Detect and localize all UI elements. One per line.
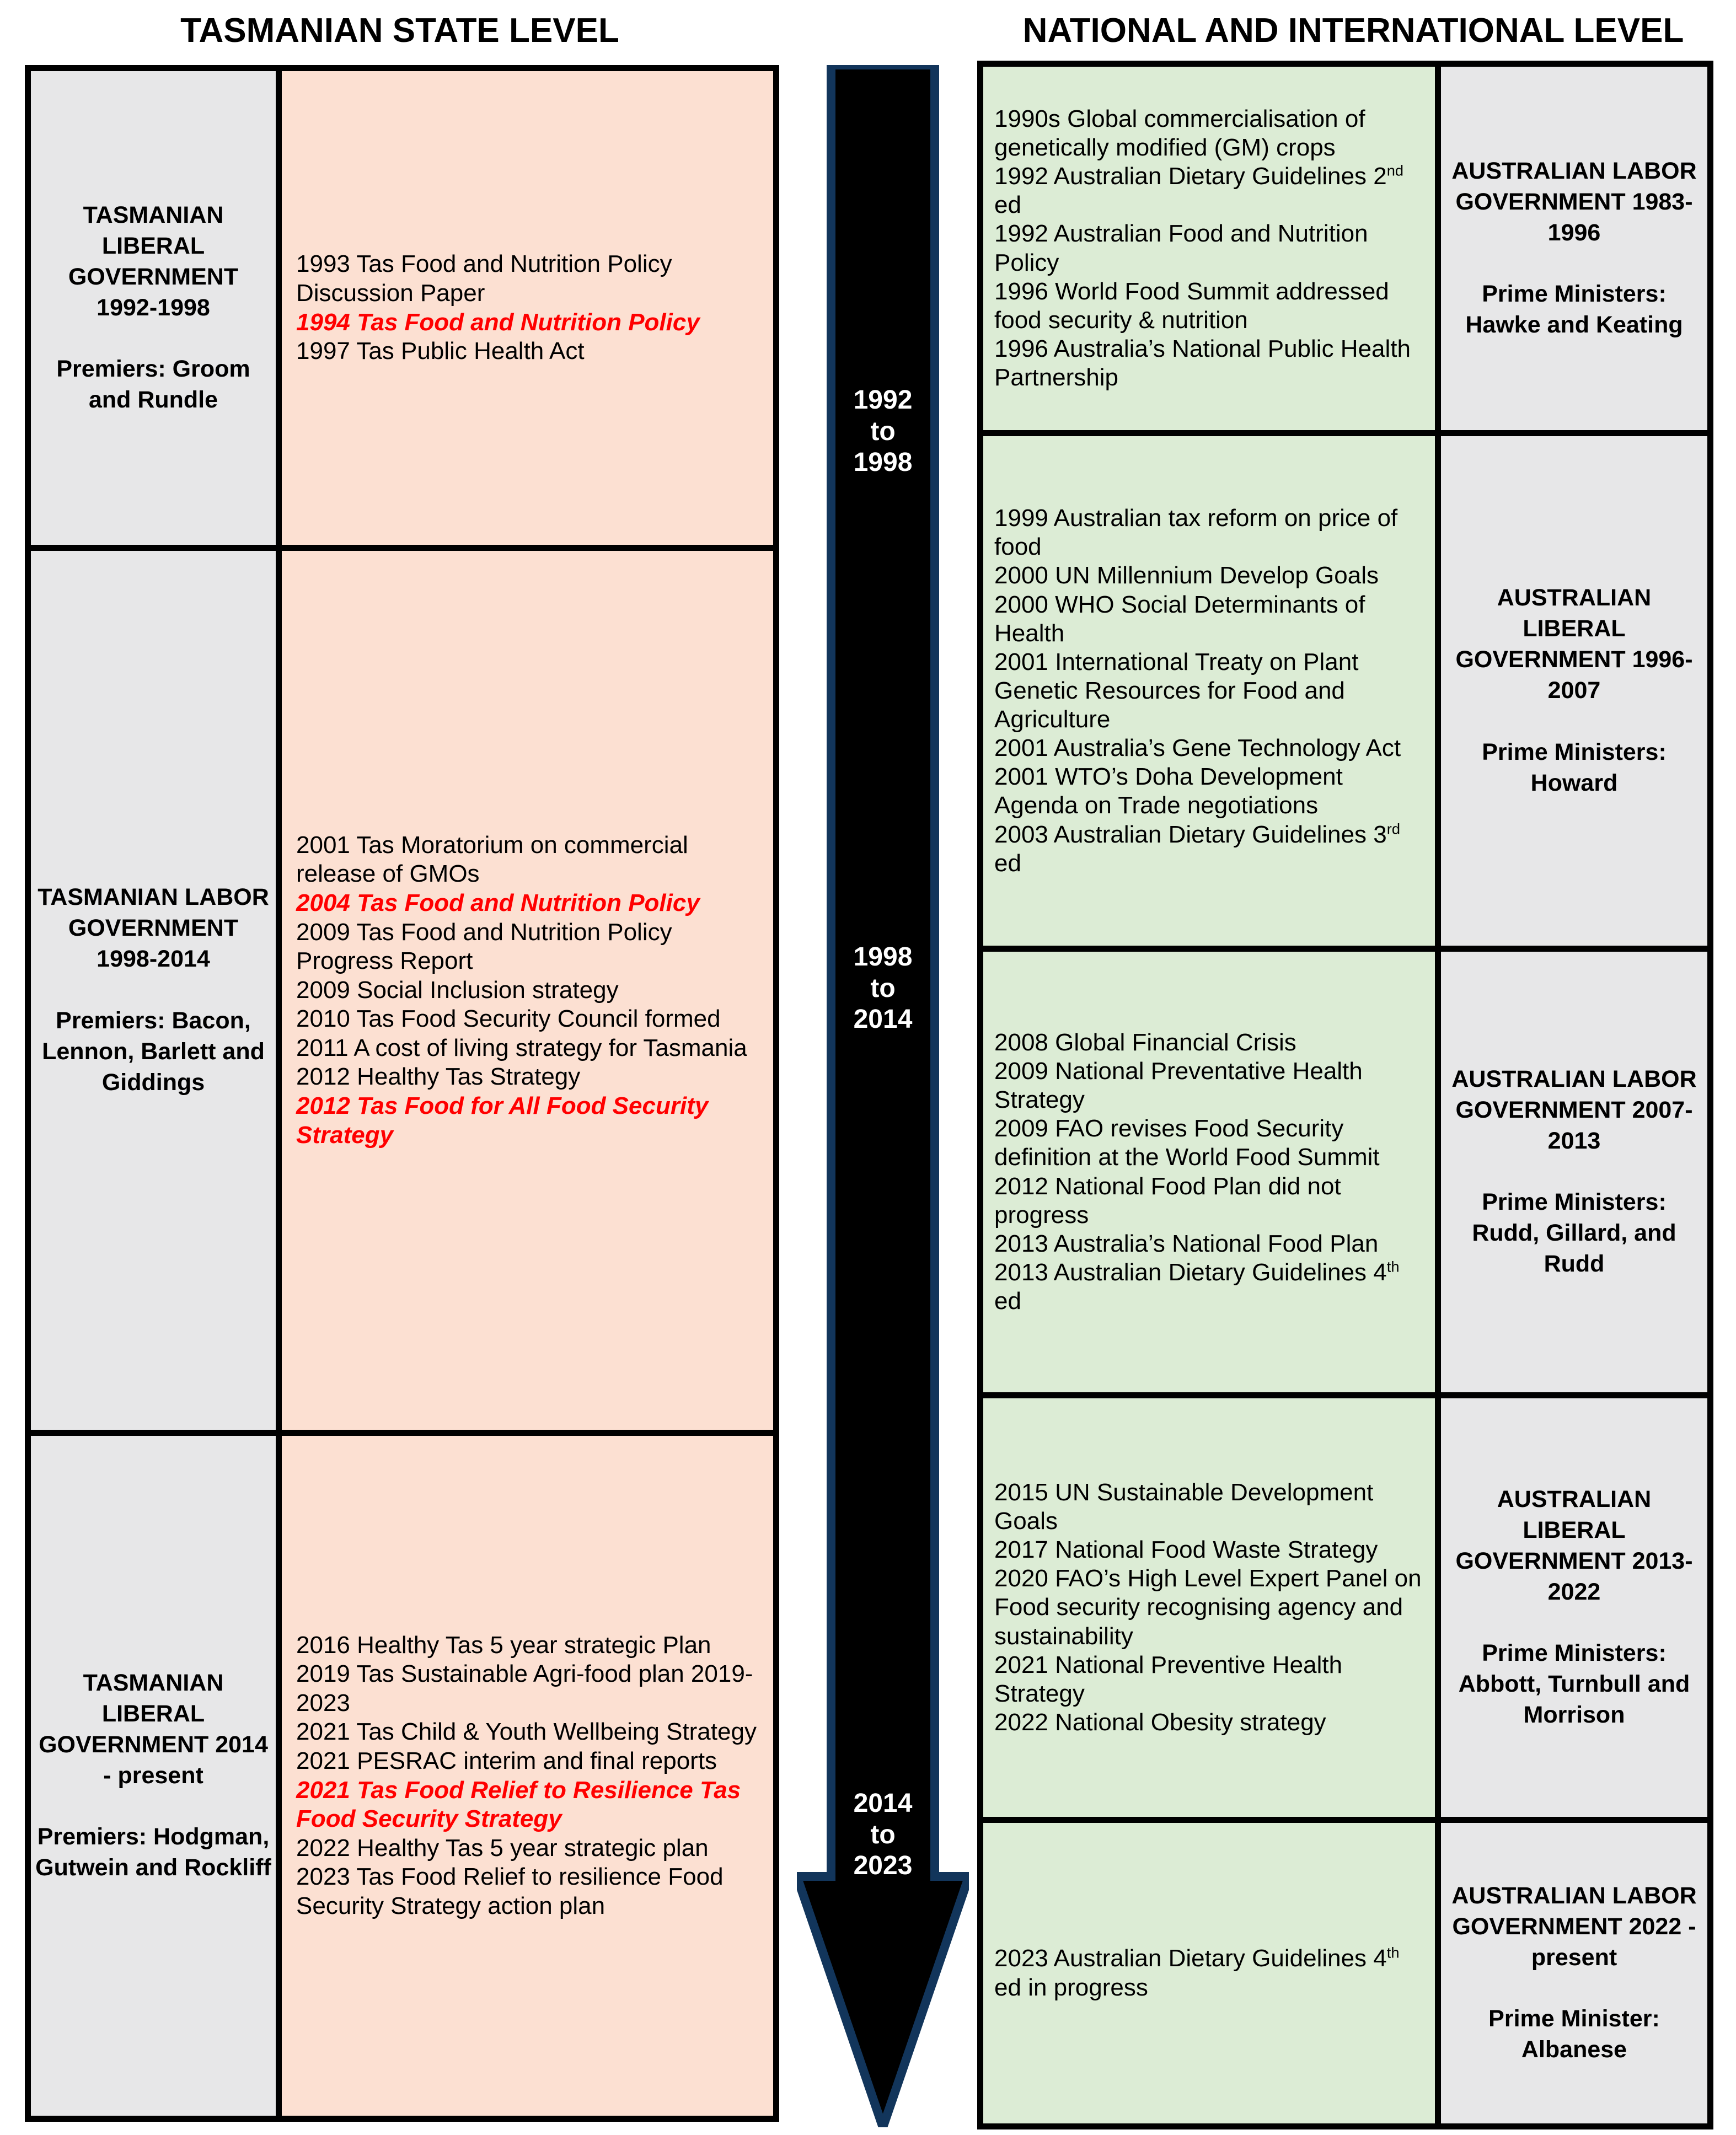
state-events-list-3	[296, 1631, 761, 1921]
timeline-arrow-shape	[797, 65, 969, 2127]
international-events-cell-5	[983, 1823, 1441, 2123]
state-row-1992-1998	[31, 71, 773, 551]
event-item: 2009 Tas Food and Nutrition Policy Progress Report	[296, 918, 672, 975]
national-row-2007-2013	[983, 952, 1707, 1398]
timeline-arrow-label-3: 2014 to 2023	[853, 1789, 913, 1881]
international-events-list-3: 2008 Global Financial Crisis 2009 National Preventative Health Strategy 2009 FAO revises Food Security definition at the World Food Summit 2012 National Food Plan did not progress 2013 Australia’s National Food Plan 2013 Australian Dietary Guidelines 4th ed	[994, 1028, 1400, 1315]
national-level-table	[977, 61, 1713, 2129]
event-item: 2021 PESRAC interim and final reports	[296, 1747, 717, 1774]
international-events-list-2: 1999 Australian tax reform on price of food 2000 UN Millennium Develop Goals 2000 WHO Social Determinants of Health 2001 International Treaty on Plant Genetic Resources for Food and Agriculture 2001 Australia’s Gene Technology Act 2001 WTO’s Doha Development Agenda on Trade negotiations 2003 Australian Dietary Guidelines 3rd ed	[994, 505, 1401, 877]
state-events-cell-3	[282, 1436, 773, 2116]
national-government-block-3: AUSTRALIAN LABOR GOVERNMENT 2007-2013 Prime Ministers: Rudd, Gillard, and Rudd	[1441, 952, 1707, 1392]
event-item: 2011 A cost of living strategy for Tasmania	[296, 1034, 747, 1061]
international-events-cell-2	[983, 436, 1441, 946]
national-government-block-1: AUSTRALIAN LABOR GOVERNMENT 1983-1996 Prime Ministers: Hawke and Keating	[1441, 67, 1707, 430]
state-level-heading: TASMANIAN STATE LEVEL	[180, 12, 619, 50]
event-item: 2012 Healthy Tas Strategy	[296, 1063, 581, 1091]
national-government-block-4: AUSTRALIAN LIBERAL GOVERNMENT 2013-2022 Prime Ministers: Abbott, Turnbull and Morrison	[1441, 1398, 1707, 1817]
international-events-list-1: 1990s Global commercialisation of genetically modified (GM) crops 1992 Australian Dietary Guidelines 2nd ed 1992 Australian Food and Nutrition Policy 1996 World Food Summit addressed food security & nutrition 1996 Australia’s National Public Health Partnership	[994, 105, 1411, 391]
event-item: 2022 Healthy Tas 5 year strategic plan	[296, 1834, 709, 1862]
timeline-arrow-label-2: 1998 to 2014	[853, 942, 913, 1034]
event-item: 2012 Tas Food for All Food Security Strategy	[296, 1092, 709, 1149]
state-government-block-2: TASMANIAN LABOR GOVERNMENT 1998-2014 Premiers: Bacon, Lennon, Barlett and Giddings	[31, 551, 282, 1430]
event-item: 1997 Tas Public Health Act	[296, 337, 585, 365]
international-events-cell-1	[983, 67, 1441, 430]
event-item: 2019 Tas Sustainable Agri-food plan 2019-2023	[296, 1660, 753, 1716]
event-item: 2016 Healthy Tas 5 year strategic Plan	[296, 1631, 711, 1659]
state-level-table	[25, 65, 779, 2122]
national-government-block-5: AUSTRALIAN LABOR GOVERNMENT 2022 - present Prime Minister: Albanese	[1441, 1823, 1707, 2123]
event-item: 2021 Tas Food Relief to Resilience Tas Food Security Strategy	[296, 1776, 741, 1833]
national-row-2013-2022	[983, 1398, 1707, 1823]
international-events-cell-3	[983, 952, 1441, 1392]
international-events-list-4: 2015 UN Sustainable Development Goals 2017 National Food Waste Strategy 2020 FAO’s High Level Expert Panel on Food security recognising agency and sustainability 2021 National Preventive Health Strategy 2022 National Obesity strategy	[994, 1478, 1422, 1736]
timeline-arrow-label-1: 1992 to 1998	[853, 385, 913, 478]
event-item: 1993 Tas Food and Nutrition Policy Discussion Paper	[296, 250, 672, 307]
state-events-cell-1	[282, 71, 773, 545]
international-events-list-5: 2023 Australian Dietary Guidelines 4th ed in progress	[994, 1944, 1400, 2001]
international-events-cell-4	[983, 1398, 1441, 1817]
event-item: 2009 Social Inclusion strategy	[296, 976, 619, 1004]
state-government-block-3: TASMANIAN LIBERAL GOVERNMENT 2014 - present Premiers: Hodgman, Gutwein and Rockliff	[31, 1436, 282, 2116]
national-international-heading: NATIONAL AND INTERNATIONAL LEVEL	[1022, 12, 1684, 50]
national-row-1983-1996	[983, 67, 1707, 436]
event-item: 2004 Tas Food and Nutrition Policy	[296, 889, 700, 916]
timeline-arrow	[797, 65, 969, 2127]
national-row-2022-present	[983, 1823, 1707, 2123]
event-item: 2023 Tas Food Relief to resilience Food Security Strategy action plan	[296, 1863, 724, 1919]
event-item: 1994 Tas Food and Nutrition Policy	[296, 308, 700, 336]
state-events-cell-2	[282, 551, 773, 1430]
event-item: 2010 Tas Food Security Council formed	[296, 1005, 721, 1033]
state-row-2014-present	[31, 1436, 773, 2116]
event-item: 2001 Tas Moratorium on commercial release of GMOs	[296, 831, 688, 888]
event-item: 2021 Tas Child & Youth Wellbeing Strategy	[296, 1718, 757, 1746]
state-row-1998-2014	[31, 551, 773, 1436]
state-events-list-1	[296, 250, 761, 366]
state-events-list-2	[296, 831, 761, 1150]
national-government-block-2: AUSTRALIAN LIBERAL GOVERNMENT 1996-2007 Prime Ministers: Howard	[1441, 436, 1707, 946]
national-row-1996-2007	[983, 436, 1707, 952]
state-government-block-1: TASMANIAN LIBERAL GOVERNMENT 1992-1998 Premiers: Groom and Rundle	[31, 71, 282, 545]
